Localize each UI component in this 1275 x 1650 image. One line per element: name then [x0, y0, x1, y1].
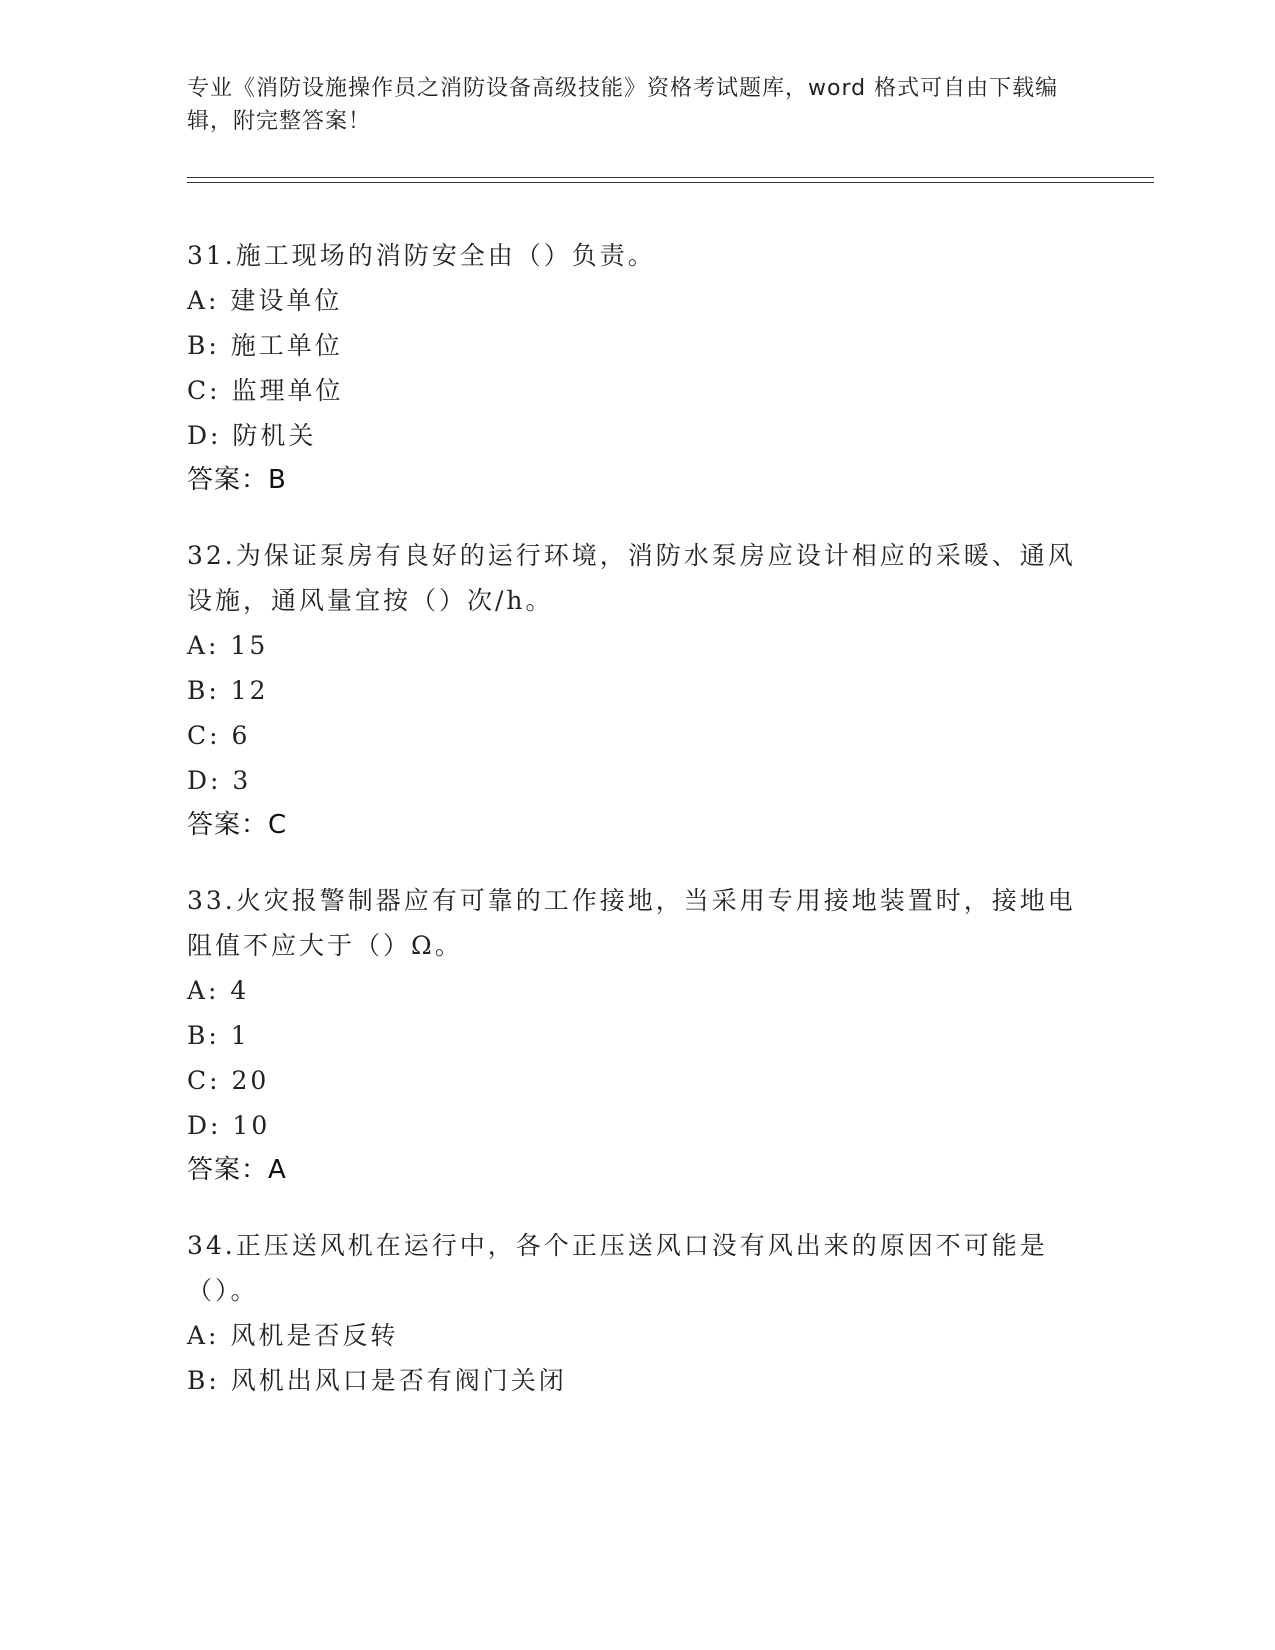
option-b: B: 12 — [187, 676, 269, 705]
question-text: 33.火灾报警制器应有可靠的工作接地，当采用专用接地装置时，接地电阻值不应大于（）Ω。 — [187, 886, 1076, 960]
option-a: A: 建设单位 — [187, 286, 343, 315]
option-d: D: 10 — [187, 1111, 271, 1140]
question-text: 34.正压送风机在运行中，各个正压送风口没有风出来的原因不可能是（）。 — [187, 1231, 1048, 1305]
option-b: B: 施工单位 — [187, 331, 343, 360]
question-31 — [187, 233, 1087, 503]
option-b: B: 风机出风口是否有阀门关闭 — [187, 1366, 567, 1395]
document-header: 专业《消防设施操作员之消防设备高级技能》资格考试题库，word 格式可自由下载编辑，附完整答案！ — [187, 76, 1059, 134]
answer: 答案：B — [187, 465, 287, 495]
option-a: A: 4 — [187, 976, 250, 1005]
header-rule-top — [187, 177, 1154, 178]
question-34 — [187, 1223, 1087, 1403]
option-c: C: 6 — [187, 721, 251, 750]
option-d: D: 3 — [187, 766, 252, 795]
question-33 — [187, 878, 1087, 1193]
option-b: B: 1 — [187, 1021, 250, 1050]
question-text: 32.为保证泵房有良好的运行环境，消防水泵房应设计相应的采暖、通风设施，通风量宜按（）次/h。 — [187, 541, 1076, 615]
question-32 — [187, 533, 1087, 848]
question-text: 31.施工现场的消防安全由（）负责。 — [187, 241, 656, 270]
option-c: C: 监理单位 — [187, 376, 344, 405]
option-a: A: 风机是否反转 — [187, 1321, 399, 1350]
question-list — [187, 233, 1087, 1433]
option-c: C: 20 — [187, 1066, 270, 1095]
option-a: A: 15 — [187, 631, 269, 660]
answer: 答案：A — [187, 1155, 287, 1185]
answer: 答案：C — [187, 810, 288, 840]
option-d: D: 防机关 — [187, 421, 317, 450]
header-rule-bottom — [187, 182, 1154, 183]
